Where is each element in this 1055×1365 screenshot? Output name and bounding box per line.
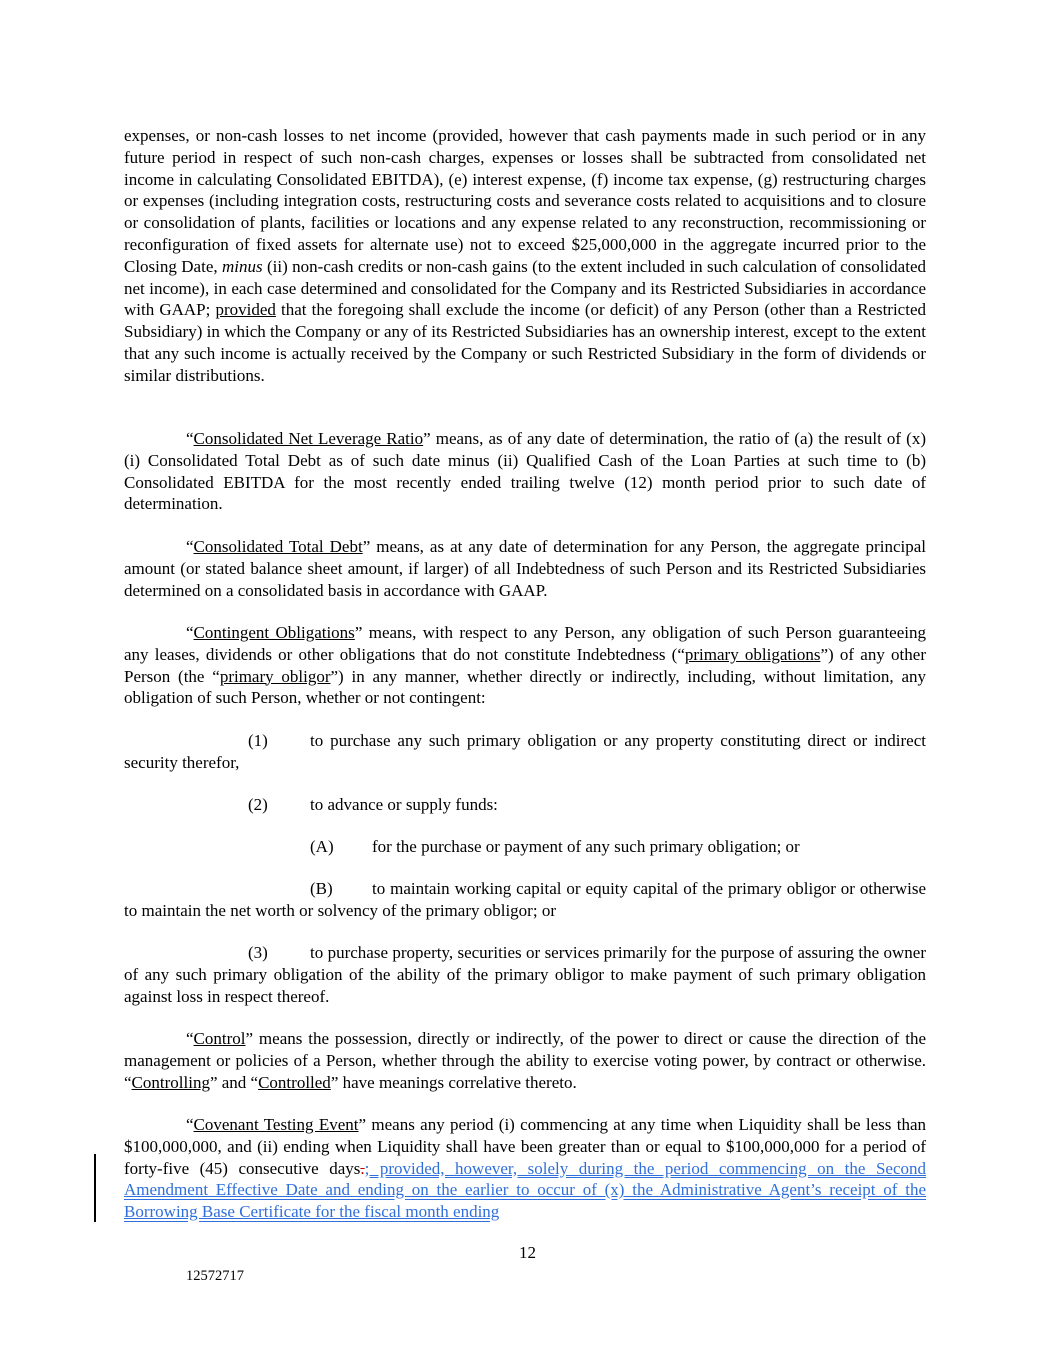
text-run: expenses, or non-cash losses to net income (provided, however that cash payments made in such period or in any future period in respect of such non-cash charges, expenses or losses shall be subtracted from consolidated net income in calculating Consolidated EBITDA), (e) interest expense, (f) income tax expense, (g) restructuring charges or expenses (including integration costs, restructuring costs and severance costs related to acquisitions and to closure or consolidation of plants, facilities or locations and any expense related to any reconstruction, recommissioning or reconfiguration of fixed assets for alternate use) not to exceed $25,000,000 in the aggregate incurred prior to the Closing Date, <box>124 126 926 276</box>
text-run: that the foregoing shall exclude the income (or deficit) of any Person (other than a Restricted Subsidiary) in which the Company or any of its Restricted Subsidiaries has an ownership interest, except to the extent that any such income is actually received by the Company or such Restricted Subsidiary in the form of dividends or similar distributions. <box>124 300 926 385</box>
definition-text: ” means the possession, directly or indirectly, of the power to direct or cause the direction of the management or policies of a Person, whether through the ability to exercise voting power, by contract or otherwise. “ <box>124 1029 926 1092</box>
minus-term: minus <box>222 256 263 276</box>
definition-text: ” means, with respect to any Person, any obligation of such Person guaranteeing any leases, dividends or other obligations that do not constitute Indebtedness (“ <box>124 623 926 664</box>
list-item-text: to purchase property, securities or services primarily for the purpose of assuring the owner of any such primary obligation of the ability of the primary obligor to make payment of such primary obligation against loss in respect thereof. <box>124 943 926 1006</box>
list-item-number: (1) <box>248 731 268 750</box>
defined-term: Contingent Obligations <box>193 623 355 642</box>
definition-contingent-obligations <box>124 622 926 709</box>
definition-text: ” and “ <box>209 1072 259 1092</box>
definition-text: ”) in any manner, whether directly or indirectly, including, without limitation, any obligation of such Person, whether or not contingent: <box>124 666 926 708</box>
defined-term-primary-obligor: primary obligor <box>219 666 331 686</box>
defined-term: Control <box>193 1029 246 1048</box>
defined-term-controlling: Controlling <box>131 1072 210 1092</box>
list-item-2 <box>248 794 926 816</box>
defined-term: Covenant Testing Event <box>193 1115 359 1134</box>
list-item-b <box>124 878 926 922</box>
list-item-1 <box>124 730 926 774</box>
list-item-3 <box>124 942 926 1007</box>
list-item-text: to maintain working capital or equity capital of the primary obligor or otherwise to maintain the net worth or solvency of the primary obligor; or <box>124 879 926 920</box>
quote-mark: “ <box>186 1115 194 1134</box>
list-item-number: (B) <box>310 879 333 898</box>
definition-covenant-testing-event <box>124 1114 926 1223</box>
defined-term: Consolidated Total Debt <box>193 537 363 556</box>
defined-term-controlled: Controlled <box>258 1072 331 1092</box>
definition-consolidated-net-leverage-ratio <box>124 428 926 515</box>
list-item-number: (A) <box>310 837 334 856</box>
text-run: (ii) non-cash credits or non-cash gains (to the extent included in such calculation of consolidated net income), in each case determined and consolidated for the Company and its Restricted Subsidiaries in accordance with GAAP; <box>124 256 926 320</box>
definition-text: ” means, as of any date of determination, the ratio of (a) the result of (x) (i) Consolidated Total Debt as of such date minus (ii) Qualified Cash of the Loan Parties at such time to (b) Consolidated EBITDA for the most recently ended trailing twelve (12) month period prior to such date of determination. <box>124 429 926 514</box>
revision-change-bar <box>94 1154 96 1222</box>
list-item-a <box>310 836 926 858</box>
document-id: 12572717 <box>186 1268 244 1284</box>
defined-term: Consolidated Net Leverage Ratio <box>193 429 424 448</box>
definition-text: ” means, as at any date of determination for any Person, the aggregate principal amount (or stated balance sheet amount, if larger) of all Indebtedness of such Person and its Restricted Subsidiaries determined on a consolidated basis in accordance with GAAP. <box>124 537 926 600</box>
list-item-number: (3) <box>248 943 268 962</box>
list-item-text: to advance or supply funds: <box>310 795 498 814</box>
definition-text: ” means any period (i) commencing at any time when Liquidity shall be less than $100,000,000, and (ii) ending when Liquidity shall have been greater than or equal to $100,000,000 for a period of forty-five (45) consecutive days <box>124 1115 926 1178</box>
page-number: 12 <box>519 1243 536 1262</box>
defined-term-primary-obligations: primary obligations <box>684 644 821 664</box>
provided-term: provided <box>215 300 276 320</box>
deleted-revision-text: . <box>360 1158 365 1178</box>
definition-text: ” have meanings correlative thereto. <box>330 1072 577 1092</box>
list-item-text: to purchase any such primary obligation or any property constituting direct or indirect security therefor, <box>124 731 926 772</box>
quote-mark: “ <box>186 537 194 556</box>
ebitda-continuation-paragraph <box>124 125 926 387</box>
quote-mark: “ <box>186 429 194 448</box>
quote-mark: “ <box>186 623 194 642</box>
list-item-text: for the purchase or payment of any such primary obligation; or <box>372 837 800 856</box>
definition-control <box>124 1028 926 1093</box>
definition-consolidated-total-debt <box>124 536 926 601</box>
quote-mark: “ <box>186 1029 194 1048</box>
inserted-revision-text: ; provided, however, solely during the period commencing on the Second Amendment Effective Date and ending on the earlier to occur of (x) the Administrative Agent’s receipt of the Borrowing Base Certificate for the fiscal month ending <box>124 1158 926 1222</box>
list-item-number: (2) <box>248 795 268 814</box>
definition-text: ”) of any other Person (the “ <box>124 644 926 686</box>
